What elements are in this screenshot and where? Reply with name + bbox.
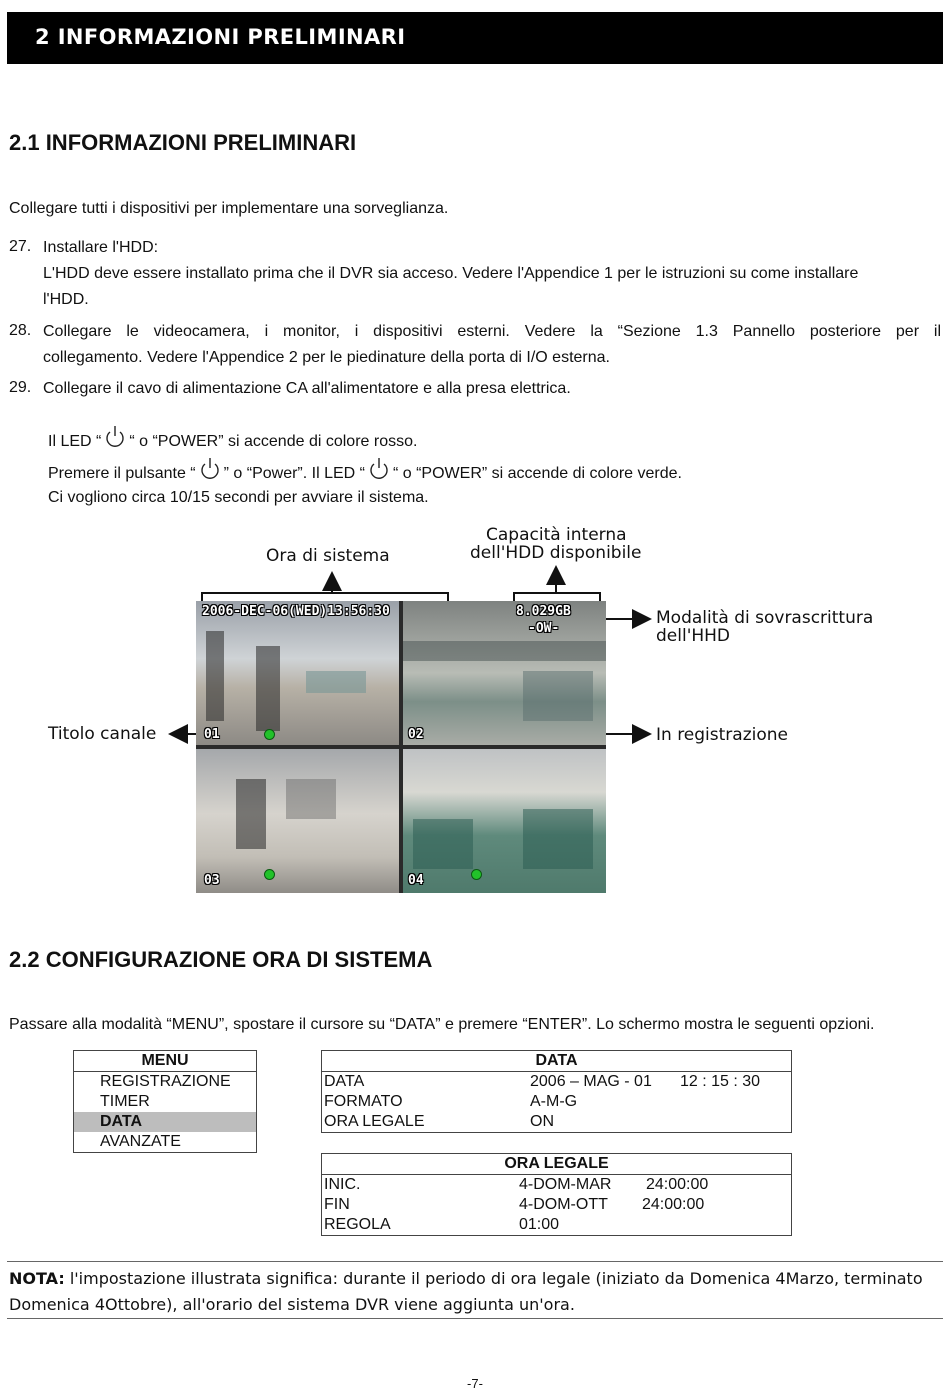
dst-row-value: 01:00 [519, 1216, 560, 1233]
recording-indicator-3 [264, 869, 275, 880]
power-icon [102, 424, 128, 450]
data-row-date[interactable] [322, 1072, 791, 1092]
led-line-green [48, 456, 682, 484]
item-27-line-3: l'HDD. [43, 291, 89, 308]
section-1-intro: Collegare tutti i dispositivi per implementare una sorveglianza. [9, 200, 449, 217]
callout-hdd-capacity-2: dell'HDD disponibile [470, 543, 642, 563]
item-28-number: 28. [9, 322, 32, 339]
data-row-dst[interactable] [322, 1112, 791, 1132]
recording-indicator-4 [471, 869, 482, 880]
chapter-title: 2 INFORMAZIONI PRELIMINARI [35, 25, 406, 49]
dst-table-title: ORA LEGALE [322, 1154, 791, 1175]
page-number: -7- [467, 1376, 483, 1391]
item-27-line-2: L'HDD deve essere installato prima che il DVR sia acceso. Vedere l'Appendice 1 per le istruzioni su come installare [43, 265, 859, 282]
menu-item-data[interactable]: DATA [74, 1112, 256, 1132]
item-28-line-2: collegamento. Vedere l'Appendice 2 per le piedinature della porta di I/O esterna. [43, 349, 610, 366]
note-block [9, 1266, 943, 1318]
osd-overwrite-mode: -OW- [528, 621, 560, 636]
menu-title: MENU [74, 1051, 256, 1072]
data-row-label: ORA LEGALE [324, 1113, 425, 1130]
camera-view-3 [196, 749, 399, 893]
camera-view-4 [403, 749, 606, 893]
data-row-time: 12 : 15 : 30 [680, 1073, 761, 1090]
note-bottom-rule [7, 1318, 943, 1319]
osd-hdd-capacity: 8.029GB [516, 604, 571, 619]
osd-channel-4: 04 [408, 873, 424, 888]
dst-row-label: FIN [324, 1196, 350, 1213]
section-2-intro: Passare alla modalità “MENU”, spostare il cursore su “DATA” e premere “ENTER”. Lo schermo mostra le seguenti opzioni. [9, 1016, 875, 1033]
dst-row-label: REGOLA [324, 1216, 391, 1233]
osd-datetime: 2006-DEC-06(WED)13:56:30 [202, 604, 390, 619]
camera-quad-view [196, 601, 606, 893]
item-29-line-1: Collegare il cavo di alimentazione CA all'alimentatore e alla presa elettrica. [43, 380, 571, 397]
dst-row-time: 24:00:00 [642, 1196, 705, 1213]
menu-item-avanzate[interactable]: AVANZATE [100, 1133, 181, 1150]
dst-row-label: INIC. [324, 1176, 361, 1193]
led-line-green-text-a: Premere il pulsante “ [48, 465, 196, 482]
boot-time-note: Ci vogliono circa 10/15 secondi per avviare il sistema. [48, 489, 429, 506]
note-top-rule [7, 1261, 943, 1262]
callout-channel-title: Titolo canale [48, 724, 157, 744]
callout-overwrite-1: Modalità di sovrascrittura [656, 608, 874, 628]
callout-hdd-capacity-1: Capacità interna [486, 525, 627, 545]
callout-system-time: Ora di sistema [266, 546, 390, 566]
led-line-red [48, 424, 417, 452]
power-icon [197, 456, 223, 482]
dst-row-value: 4-DOM-MAR [519, 1176, 612, 1193]
section-heading-2-2: 2.2 CONFIGURAZIONE ORA DI SISTEMA [9, 947, 433, 972]
data-row-label: FORMATO [324, 1093, 403, 1110]
camera-view-2 [403, 601, 606, 745]
data-row-value: ON [530, 1113, 554, 1130]
data-row-label: DATA [324, 1073, 365, 1090]
item-28-line-1: Collegare le videocamera, i monitor, i dispositivi esterni. Vedere la “Sezione 1.3 Pannello posteriore per il [43, 323, 941, 340]
dst-row-time: 24:00:00 [646, 1176, 709, 1193]
led-line-red-text-a: Il LED “ [48, 433, 102, 450]
dst-row-start[interactable] [322, 1175, 791, 1195]
section-heading-2-1: 2.1 INFORMAZIONI PRELIMINARI [9, 130, 357, 155]
dst-settings-table [321, 1153, 792, 1236]
item-27-number: 27. [9, 238, 32, 255]
dvr-screen-figure [0, 515, 950, 905]
data-row-format[interactable] [322, 1092, 791, 1112]
note-label: NOTA: [9, 1269, 65, 1288]
menu-item-registrazione[interactable]: REGISTRAZIONE [100, 1073, 231, 1090]
power-icon [366, 456, 392, 482]
dst-row-adjust[interactable] [322, 1215, 791, 1235]
item-29-number: 29. [9, 379, 32, 396]
led-line-green-text-c: “ o “POWER” si accende di colore verde. [392, 465, 682, 482]
led-line-green-text-b: ” o “Power”. Il LED “ [223, 465, 365, 482]
osd-channel-3: 03 [204, 873, 220, 888]
led-line-red-text-b: “ o “POWER” si accende di colore rosso. [129, 433, 418, 450]
note-text: l'impostazione illustrata significa: durante il periodo di ora legale (iniziato da Domenica 4Marzo, terminato Domenica 4Ottobre), all'orario del sistema DVR viene aggiunta un'ora. [9, 1269, 923, 1314]
data-row-value: 2006 – MAG - 01 [530, 1073, 652, 1090]
data-table-title: DATA [322, 1051, 791, 1072]
chapter-header-bar [7, 12, 943, 64]
callout-overwrite-2: dell'HHD [656, 626, 731, 646]
item-27-line-1: Installare l'HDD: [43, 239, 159, 256]
osd-channel-2: 02 [408, 727, 424, 742]
dst-row-end[interactable] [322, 1195, 791, 1215]
menu-table [73, 1050, 257, 1153]
camera-view-1 [196, 601, 399, 745]
osd-channel-1: 01 [204, 727, 220, 742]
data-settings-table [321, 1050, 792, 1133]
data-row-value: A-M-G [530, 1093, 578, 1110]
menu-item-timer[interactable]: TIMER [100, 1093, 150, 1110]
dst-row-value: 4-DOM-OTT [519, 1196, 608, 1213]
recording-indicator-1 [264, 729, 275, 740]
callout-recording: In registrazione [656, 725, 788, 745]
